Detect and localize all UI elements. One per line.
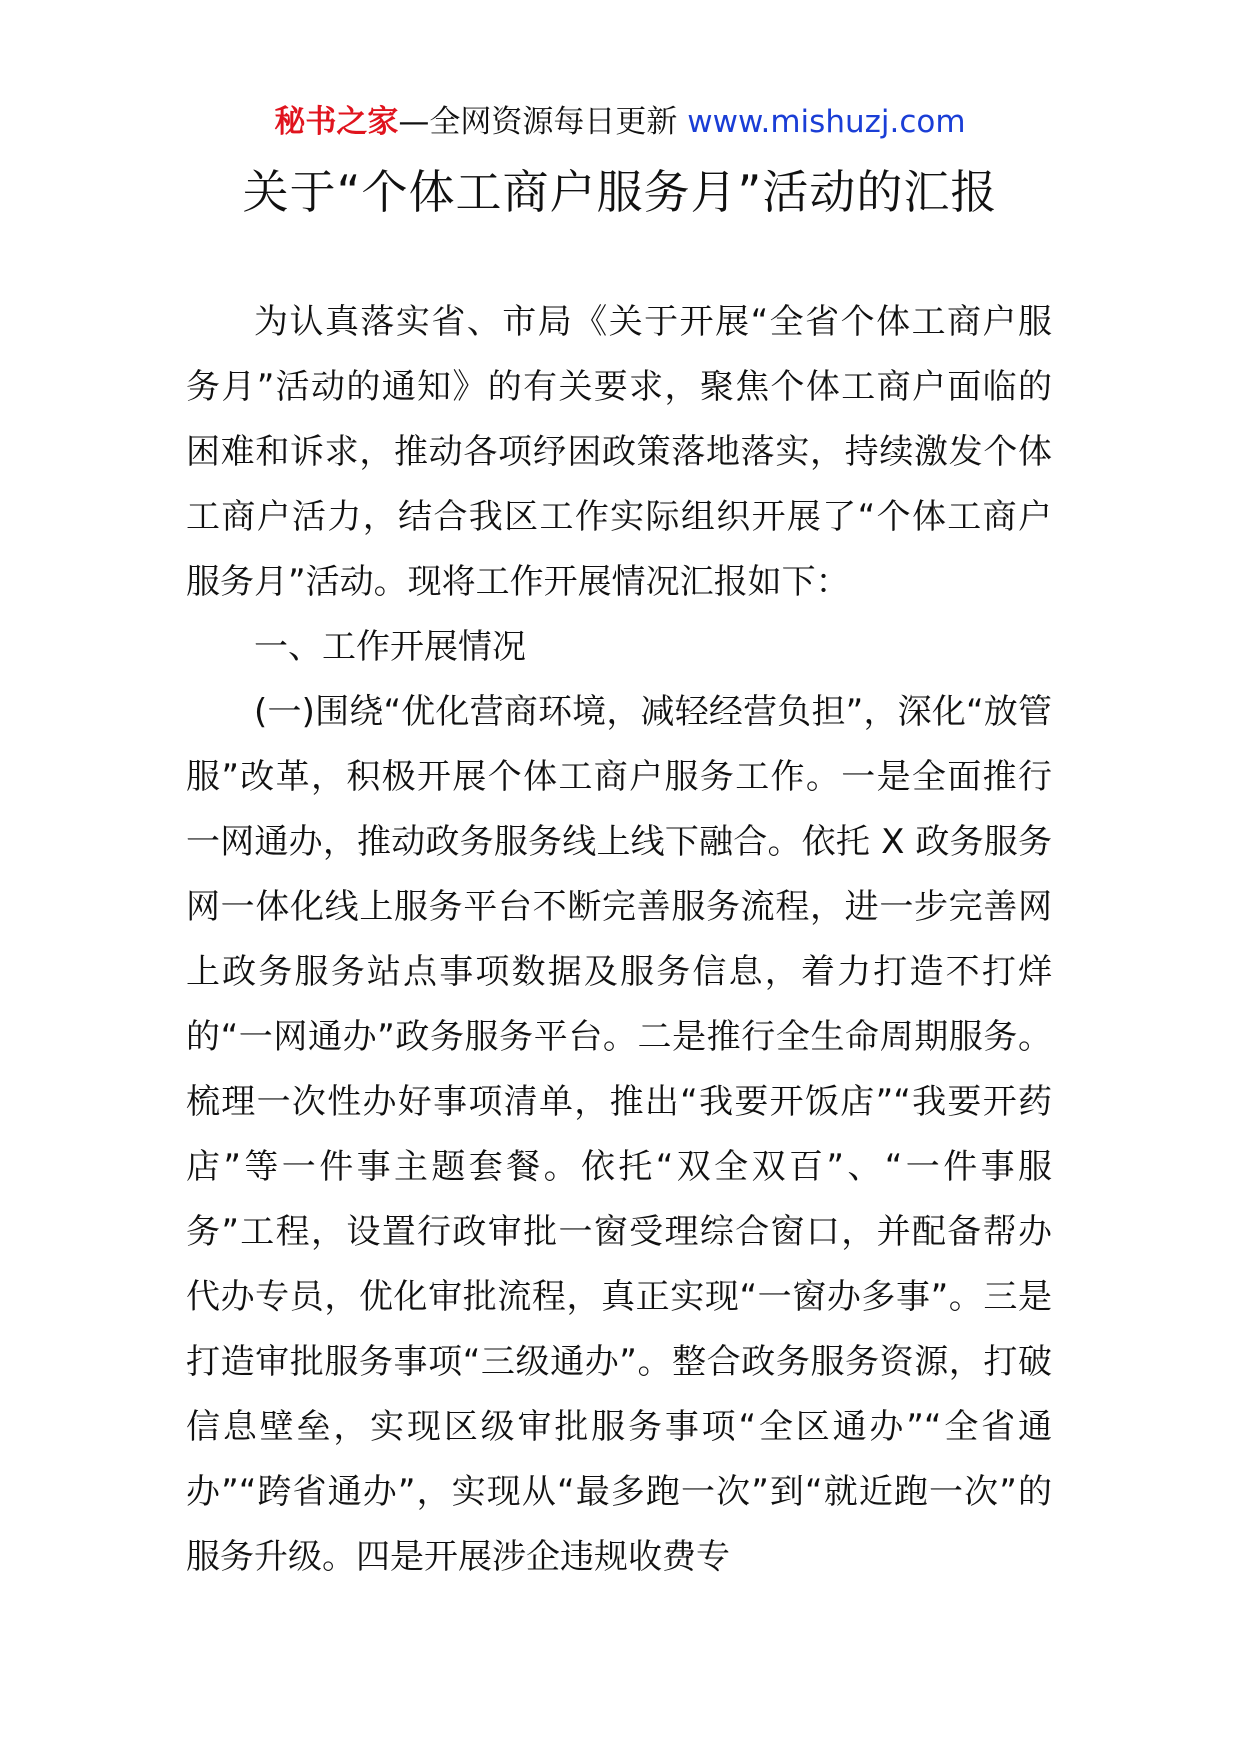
site-url-link[interactable]: www.mishuzj.com: [687, 104, 966, 140]
section-paragraph: (一)围绕“优化营商环境，减轻经营负担”，深化“放管服”改革，积极开展个体工商户服务工作。一是全面推行一网通办，推动政务服务线上线下融合。依托 X 政务服务网一体化线上服务平台不断完善服务流程，进一步完善网上政务服务站点事项数据及服务信息，着力打造不打烊的“一网通办”政务服务平台。二是推行全生命周期服务。梳理一次性办好事项清单，推出“我要开饭店”“我要开药店”等一件事主题套餐。依托“双全双百”、“一件事服务”工程，设置行政审批一窗受理综合窗口，并配备帮办代办专员，优化审批流程，真正实现“一窗办多事”。三是打造审批服务事项“三级通办”。整合政务服务资源，打破信息壁垒，实现区级审批服务事项“全区通办”“全省通办”“跨省通办”，实现从“最多跑一次”到“就近跑一次”的服务升级。四是开展涉企违规收费专: [186, 692, 1052, 1577]
section-heading: 一、工作开展情况: [254, 627, 526, 667]
document-body: [186, 290, 1052, 1590]
site-header: [0, 100, 1240, 144]
intro-paragraph: 为认真落实省、市局《关于开展“全省个体工商户服务月”活动的通知》的有关要求，聚焦个体工商户面临的困难和诉求，推动各项纾困政策落地落实，持续激发个体工商户活力，结合我区工作实际组织开展了“个体工商户服务月”活动。现将工作开展情况汇报如下：: [186, 302, 1052, 602]
document-title: 关于“个体工商户服务月”活动的汇报: [242, 165, 998, 219]
header-slogan: —全网资源每日更新: [398, 104, 678, 140]
brand-name: 秘书之家: [274, 104, 399, 140]
